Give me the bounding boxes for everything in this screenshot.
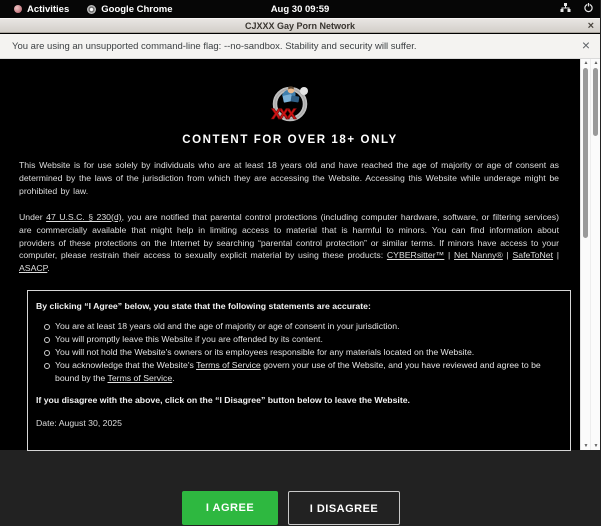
tos-seg1: You acknowledge that the Website's [55, 359, 197, 370]
network-icon[interactable] [560, 2, 571, 16]
statement-tos [36, 359, 560, 385]
window-scrollbar-up-icon[interactable]: ▲ [593, 60, 599, 66]
p2-seg2: , you are notified that parental control protections (including computer hardware, software, or filtering services) are commercially available that might help in limiting access to material that is harmful to minors. You can find information about providers of these protections on the Internet by searching “parental control protection” or similar terms. If minors have access to your computer, please restrain their access to sexually explicit material by using these products: [19, 211, 559, 261]
activities-hot-corner-icon [14, 5, 22, 13]
power-icon[interactable] [583, 2, 594, 16]
chrome-infobar [0, 34, 600, 59]
tos-seg2: govern your use of the Website, and you have reviewed and agree to be bound by the [55, 359, 541, 383]
statement-age: You are at least 18 years old and the age of majority or age of consent in your jurisdiction. [36, 320, 560, 333]
disagree-instruction: If you disagree with the above, click on the “I Disagree” button below to leave the Website. [36, 394, 410, 405]
cybersitter-link[interactable]: CYBERsitter™ [386, 250, 445, 261]
window-scrollbar-thumb[interactable] [593, 68, 598, 136]
statement-liability: You will not hold the Website's owners or its employees responsible for any materials located on the Website. [36, 346, 560, 359]
i-disagree-button[interactable]: I DISAGREE [288, 491, 400, 525]
agreement-date: Date: August 30, 2025 [36, 417, 122, 428]
safetonet-link[interactable]: SafeToNet [512, 250, 554, 261]
inner-scrollbar[interactable] [581, 59, 591, 450]
focused-app-label: Google Chrome [101, 3, 173, 15]
usc-230d-link[interactable]: 47 U.S.C. § 230(d) [46, 211, 122, 222]
agreement-statements-list [36, 320, 560, 385]
statement-leave: You will promptly leave this Website if you are offended by its content. [36, 333, 560, 346]
inner-scrollbar-thumb[interactable] [583, 68, 588, 238]
i-agree-button[interactable]: I AGREE [182, 491, 278, 525]
page-title: CONTENT FOR OVER 18+ ONLY [182, 134, 398, 146]
activities-label: Activities [27, 3, 70, 15]
terms-of-service-link[interactable]: Terms of Service [196, 359, 261, 370]
p2-sep2: | [502, 250, 513, 261]
infobar-close-icon[interactable]: × [581, 37, 590, 53]
p2-seg3: . [47, 263, 50, 274]
inner-scrollbar-up-icon[interactable]: ▲ [583, 60, 589, 66]
chrome-app-icon [87, 5, 96, 14]
clock[interactable]: Aug 30 09:59 [270, 3, 330, 15]
window-close-icon[interactable]: × [587, 20, 594, 32]
window-title-bar[interactable] [0, 18, 600, 33]
logo-xxx-text: xxx [271, 103, 294, 124]
asacp-link[interactable]: ASACP [19, 263, 48, 274]
p2-sep1: | [444, 250, 455, 261]
agreement-intro: By clicking “I Agree” below, you state that the following statements are accurate: [36, 301, 371, 312]
gnome-top-bar [0, 0, 600, 18]
infobar-message: You are using an unsupported command-line flag: --no-sandbox. Stability and security will suffer. [12, 40, 417, 52]
terms-of-service-link-2[interactable]: Terms of Service [107, 372, 173, 383]
inner-scrollbar-down-icon[interactable]: ▼ [583, 443, 589, 449]
window-title: CJXXX Gay Porn Network [244, 20, 356, 31]
p2-sep3: | [553, 250, 560, 261]
focused-app-menu[interactable] [81, 4, 178, 15]
site-logo [258, 83, 322, 127]
scrollbar-zone [580, 59, 600, 450]
window-scrollbar[interactable] [591, 59, 601, 450]
activities-button[interactable] [8, 4, 75, 15]
window-scrollbar-down-icon[interactable]: ▼ [593, 443, 599, 449]
age-disclaimer-text: This Website is for use solely by individuals who are at least 18 years old and have reached the age of majority or age of consent as determined by the laws of the jurisdiction from which they are accessing the Website. Accessing this Website while underage might be prohibited by law. [19, 160, 559, 196]
netnanny-link[interactable]: Net Nanny® [454, 250, 503, 261]
tos-seg3: . [172, 372, 175, 383]
agreement-box [27, 290, 571, 450]
age-disclaimer-paragraph [19, 159, 559, 198]
parental-control-paragraph [19, 211, 559, 276]
p2-seg1: Under [19, 211, 47, 222]
page-content [0, 59, 580, 515]
